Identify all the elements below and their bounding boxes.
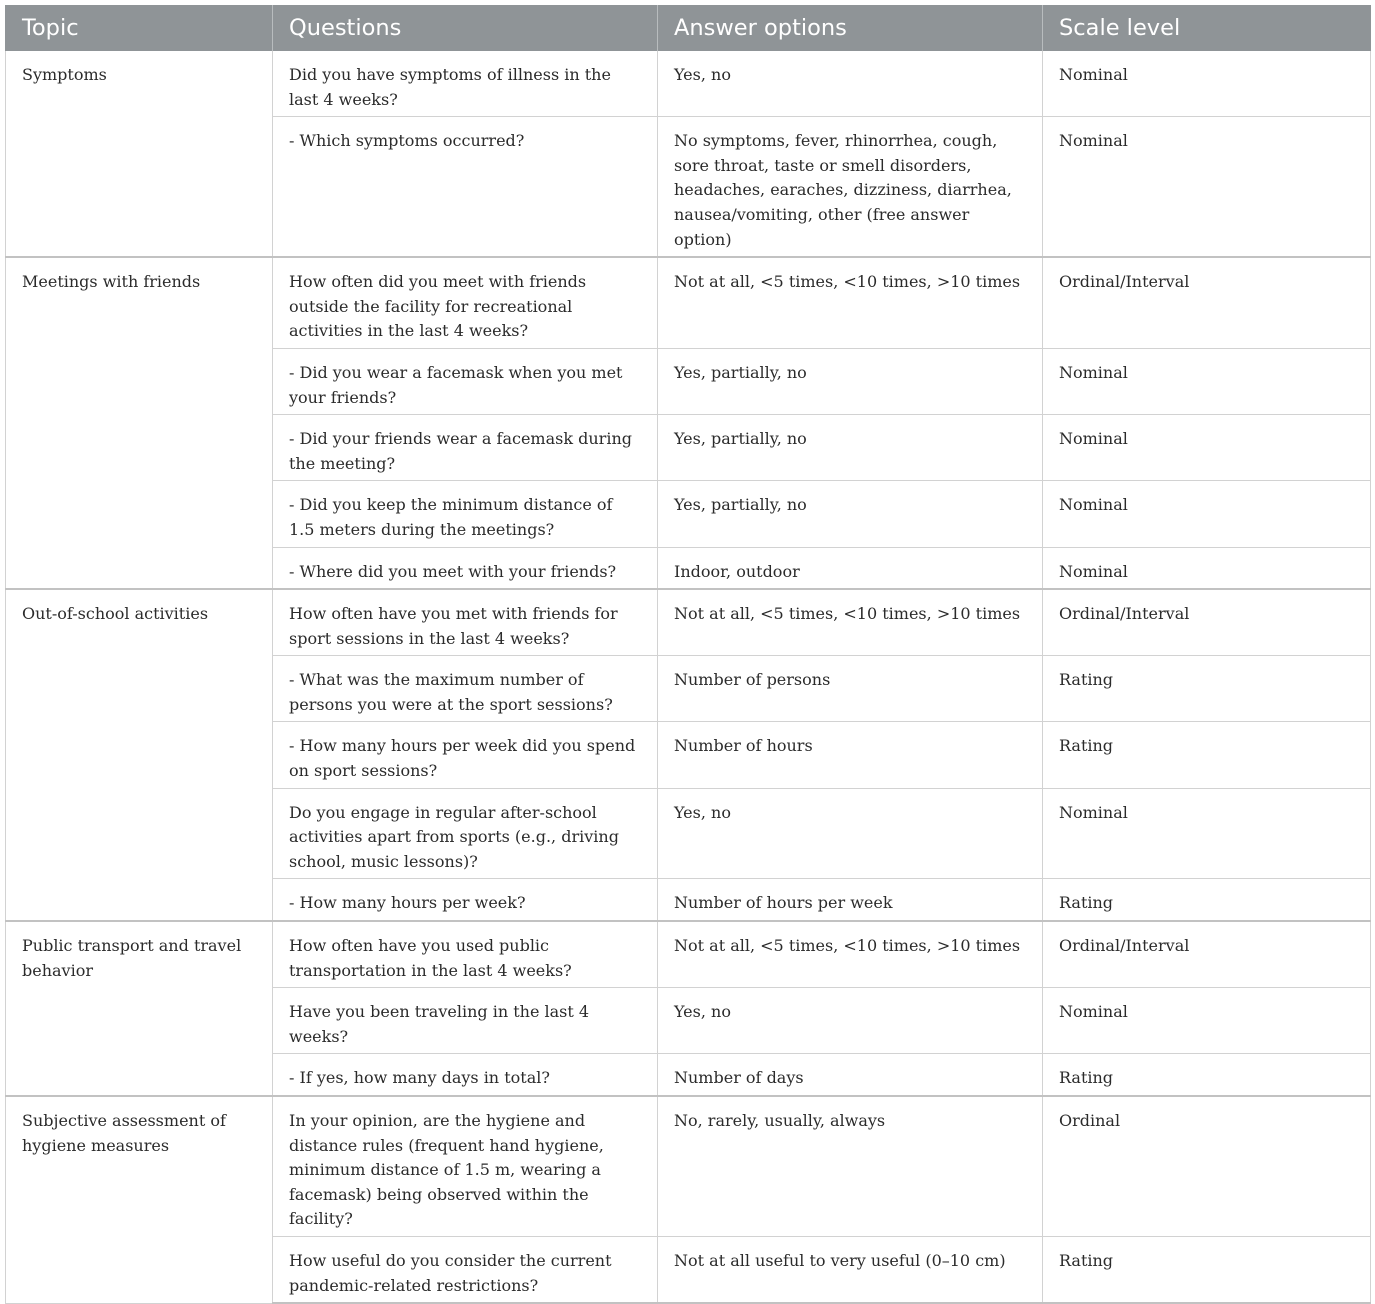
answer-cell: Yes, partially, no [658,481,1043,547]
answer-cell: Yes, no [658,788,1043,879]
scale-cell: Nominal [1043,481,1371,547]
survey-questions-table [5,5,1371,1304]
scale-cell: Nominal [1043,547,1371,589]
scale-cell: Rating [1043,656,1371,722]
answer-cell: Not at all, <5 times, <10 times, >10 times [658,921,1043,988]
table-row [6,589,1371,656]
header-questions: Questions [273,5,658,51]
question-cell: - Did your friends wear a facemask during the meeting? [273,415,658,481]
scale-cell: Ordinal/Interval [1043,921,1371,988]
topic-cell: Public transport and travel behavior [6,921,273,1096]
answer-cell: Yes, no [658,51,1043,117]
table-row [6,257,1371,348]
question-cell: Did you have symptoms of illness in the last 4 weeks? [273,51,658,117]
header-scale-level: Scale level [1043,5,1371,51]
answer-cell: Yes, partially, no [658,348,1043,414]
scale-cell: Rating [1043,879,1371,921]
scale-cell: Nominal [1043,348,1371,414]
scale-cell: Ordinal/Interval [1043,257,1371,348]
question-cell: Do you engage in regular after-school activities apart from sports (e.g., driving school, music lessons)? [273,788,658,879]
table-row [6,51,1371,117]
answer-cell: No, rarely, usually, always [658,1096,1043,1236]
topic-cell: Symptoms [6,51,273,257]
scale-cell: Nominal [1043,117,1371,257]
answer-cell: Yes, no [658,988,1043,1054]
answer-cell: Number of hours [658,722,1043,788]
question-cell: - Which symptoms occurred? [273,117,658,257]
scale-cell: Ordinal/Interval [1043,589,1371,656]
question-cell: - If yes, how many days in total? [273,1054,658,1096]
header-topic: Topic [6,5,273,51]
question-cell: - Did you keep the minimum distance of 1.5 meters during the meetings? [273,481,658,547]
question-cell: - What was the maximum number of persons you were at the sport sessions? [273,656,658,722]
header-row [6,5,1371,51]
question-cell: How often have you met with friends for sport sessions in the last 4 weeks? [273,589,658,656]
scale-cell: Nominal [1043,415,1371,481]
question-cell: - How many hours per week? [273,879,658,921]
answer-cell: Number of persons [658,656,1043,722]
scale-cell: Nominal [1043,788,1371,879]
topic-cell: Subjective assessment of hygiene measures [6,1096,273,1303]
question-cell: - Where did you meet with your friends? [273,547,658,589]
scale-cell: Rating [1043,722,1371,788]
question-cell: Have you been traveling in the last 4 weeks? [273,988,658,1054]
question-cell: How useful do you consider the current pandemic-related restrictions? [273,1236,658,1303]
answer-cell: Not at all useful to very useful (0–10 cm) [658,1236,1043,1303]
scale-cell: Rating [1043,1054,1371,1096]
table-row [6,921,1371,988]
answer-cell: Not at all, <5 times, <10 times, >10 times [658,589,1043,656]
question-cell: How often have you used public transportation in the last 4 weeks? [273,921,658,988]
question-cell: In your opinion, are the hygiene and distance rules (frequent hand hygiene, minimum distance of 1.5 m, wearing a facemask) being observed within the facility? [273,1096,658,1236]
answer-cell: Indoor, outdoor [658,547,1043,589]
header-answer-options: Answer options [658,5,1043,51]
topic-cell: Meetings with friends [6,257,273,589]
scale-cell: Nominal [1043,988,1371,1054]
answer-cell: Not at all, <5 times, <10 times, >10 times [658,257,1043,348]
scale-cell: Ordinal [1043,1096,1371,1236]
topic-cell: Out-of-school activities [6,589,273,921]
answer-cell: Number of hours per week [658,879,1043,921]
answer-cell: No symptoms, fever, rhinorrhea, cough, sore throat, taste or smell disorders, headaches, earaches, dizziness, diarrhea, nausea/vomiting, other (free answer option) [658,117,1043,257]
question-cell: How often did you meet with friends outside the facility for recreational activities in the last 4 weeks? [273,257,658,348]
answer-cell: Number of days [658,1054,1043,1096]
scale-cell: Nominal [1043,51,1371,117]
question-cell: - How many hours per week did you spend on sport sessions? [273,722,658,788]
scale-cell: Rating [1043,1236,1371,1303]
question-cell: - Did you wear a facemask when you met your friends? [273,348,658,414]
table-row [6,1096,1371,1236]
answer-cell: Yes, partially, no [658,415,1043,481]
